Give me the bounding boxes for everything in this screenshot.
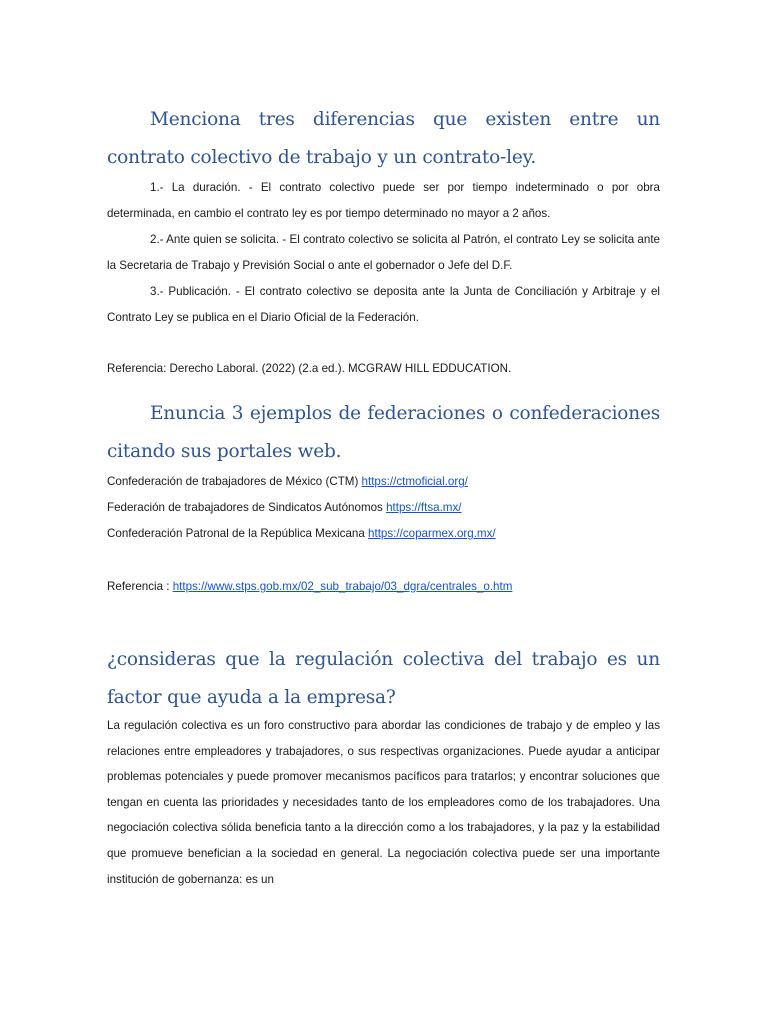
federation-name: Confederación Patronal de la República Mexicana (107, 527, 369, 540)
coparmex-link[interactable]: https://coparmex.org.mx/ (368, 527, 496, 540)
federation-name: Confederación de trabajadores de México (CTM) (107, 475, 362, 488)
stps-link[interactable]: https://www.stps.gob.mx/02_sub_trabajo/03_dgra/centrales_o.htm (172, 580, 513, 593)
section2-reference (107, 574, 512, 600)
federation-entry (107, 469, 468, 495)
section1-reference: Referencia: Derecho Laboral. (2022) (2.a ed.). MCGRAW HILL EDDUCATION. (107, 362, 512, 375)
reference-label: Referencia : (107, 580, 173, 593)
federation-name: Federación de trabajadores de Sindicatos Autónomos (107, 501, 387, 514)
section1-item-2: 2.- Ante quien se solicita. - El contrato colectivo se solicita al Patrón, el contrato Ley se solicita ante la Secretaria de Trabajo y Previsión Social o ante el gobernador o Jefe del D.F. (107, 233, 660, 272)
federation-entry (107, 495, 461, 521)
section1-item-1: 1.- La duración. - El contrato colectivo puede ser por tiempo indeterminado o por obra determinada, en cambio el contrato ley es por tiempo determinado no mayor a 2 años. (107, 181, 660, 220)
section1-heading: Menciona tres diferencias que existen entre un contrato colectivo de trabajo y un contrato-ley. (107, 109, 660, 168)
ctm-link[interactable]: https://ctmoficial.org/ (361, 475, 468, 488)
section2-heading: Enuncia 3 ejemplos de federaciones o confederaciones citando sus portales web. (107, 403, 660, 462)
section1-item-3: 3.- Publicación. - El contrato colectivo se deposita ante la Junta de Conciliación y Arbitraje y el Contrato Ley se publica en el Diario Oficial de la Federación. (107, 285, 660, 324)
section3-paragraph: La regulación colectiva es un foro constructivo para abordar las condiciones de trabajo y de empleo y las relaciones entre empleadores y trabajadores, o sus respectivas organizaciones. Puede ayudar a anticipar problemas potenciales y puede promover mecanismos pacíficos para tratarlos; y encontrar soluciones que tengan en cuenta las prioridades y necesidades tanto de los empleadores como de los trabajadores. Una negociación colectiva sólida beneficia tanto a la dirección como a los trabajadores, y la paz y la estabilidad que promueve benefician a la sociedad en general. La negociación colectiva puede ser una importante institución de gobernanza: es un (107, 719, 660, 886)
federation-entry (107, 521, 496, 547)
ftsa-link[interactable]: https://ftsa.mx/ (386, 501, 462, 514)
section3-heading: ¿consideras que la regulación colectiva del trabajo es un factor que ayuda a la empresa? (107, 649, 660, 708)
